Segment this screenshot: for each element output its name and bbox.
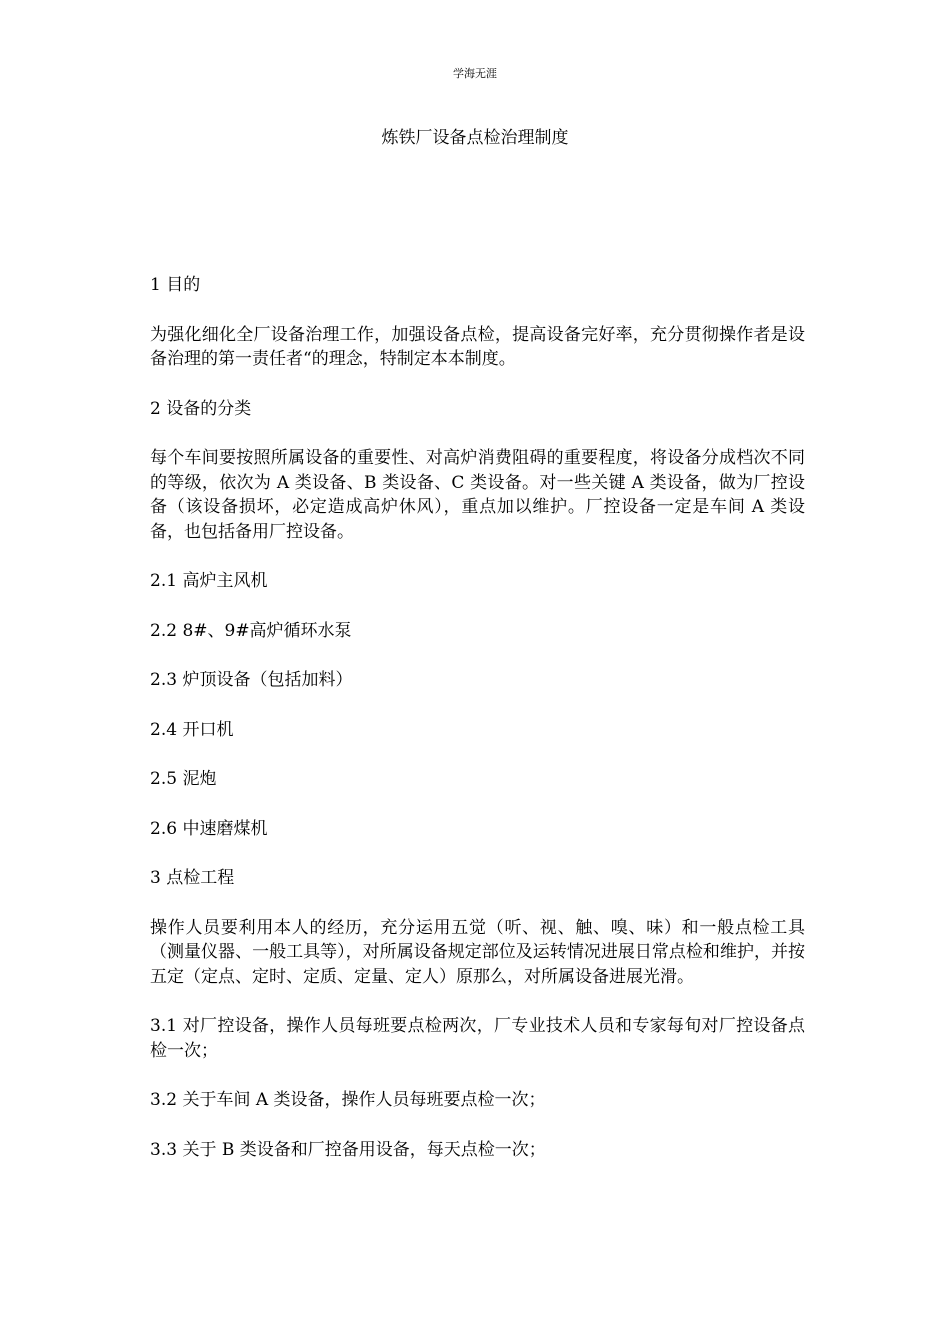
document-body: [150, 273, 805, 1187]
document-title: 炼铁厂设备点检治理制度: [381, 128, 569, 148]
list-item-2-4: 2.4 开口机: [150, 719, 234, 740]
section-heading-classification: 2 设备的分类: [150, 398, 252, 419]
list-item-3-2: 3.2 关于车间 A 类设备，操作人员每班要点检一次；: [150, 1090, 546, 1110]
list-item-2-3: 2.3 炉顶设备（包括加料）: [150, 670, 353, 690]
list-item-2-2: 2.2 8#、9#高炉循环水泵: [150, 620, 352, 641]
list-item-2-6: 2.6 中速磨煤机: [150, 818, 268, 839]
list-item-2-1: 2.1 高炉主风机: [150, 571, 268, 591]
section-heading-purpose: 1 目的: [150, 275, 201, 295]
paragraph-inspection: 操作人员要利用本人的经历，充分运用五觉（听、视、触、嗅、味）和一般点检工具（测量仪器、一般工具等），对所属设备规定部位及运转情况进展日常点检和维护，并按五定（定点、定时、定质、定量、定人）原那么，对所属设备进展光滑。: [150, 917, 805, 987]
page-header: 学海无涯: [453, 67, 497, 80]
section-heading-inspection: 3 点检工程: [150, 868, 235, 888]
list-item-2-5: 2.5 泥炮: [150, 769, 217, 789]
paragraph-purpose: 为强化细化全厂设备治理工作，加强设备点检，提高设备完好率，充分贯彻操作者是设备治理的第一责任者“的理念，特制定本本制度。: [150, 324, 805, 369]
list-item-3-1: 3.1 对厂控设备，操作人员每班要点检两次，厂专业技术人员和专家每旬对厂控设备点检一次；: [150, 1016, 805, 1061]
list-item-3-3: 3.3 关于 B 类设备和厂控备用设备，每天点检一次；: [150, 1139, 546, 1160]
paragraph-classification: 每个车间要按照所属设备的重要性、对高炉消费阻碍的重要程度，将设备分成档次不同的等级，依次为 A 类设备、B 类设备、C 类设备。对一些关键 A 类设备，做为厂控设备（该设备损坏，必定造成高炉休风），重点加以维护。厂控设备一定是车间 A 类设备，也包括备用厂控设备。: [150, 448, 805, 542]
